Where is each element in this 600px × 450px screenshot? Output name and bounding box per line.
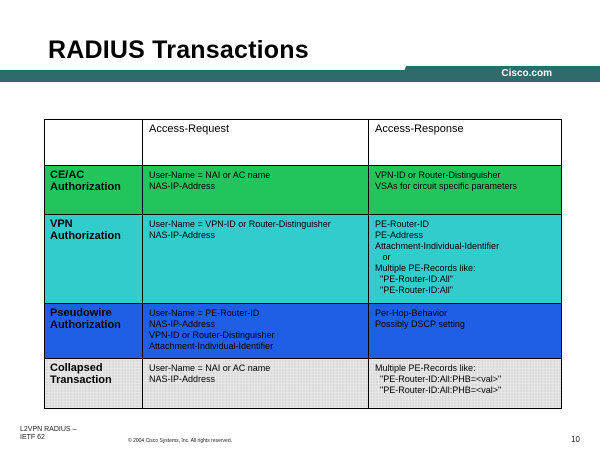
copyright-text: © 2004 Cisco Systems, Inc. All rights reserved.: [128, 438, 233, 444]
request-cell: User-Name = PE-Router-ID NAS-IP-Address VPN-ID or Router-Distinguisher Attachment-Individual-Identifier: [143, 304, 369, 359]
header-cell-response: [369, 120, 562, 166]
table-row: [45, 304, 562, 359]
row-label: Pseudowire Authorization: [45, 304, 143, 359]
header-request-label: Access-Request: [149, 123, 230, 135]
brand-label: Cisco.com: [501, 68, 552, 79]
row-label: VPN Authorization: [45, 215, 143, 304]
table-row: [45, 359, 562, 409]
transactions-table: [44, 119, 562, 409]
header-band-tab: [400, 66, 600, 82]
table-header-row: [45, 120, 562, 166]
table-row: [45, 215, 562, 304]
header-response-label: Access-Response: [375, 123, 464, 135]
response-cell: VPN-ID or Router-Distinguisher VSAs for circuit specific parameters: [369, 166, 562, 215]
row-label: Collapsed Transaction: [45, 359, 143, 409]
footer-line-2: IETF 62: [20, 434, 45, 441]
row-label: CE/AC Authorization: [45, 166, 143, 215]
request-cell: User-Name = NAI or AC name NAS-IP-Address: [143, 359, 369, 409]
response-cell: Multiple PE-Records like: "PE-Router-ID:All:PHB=<val>" "PE-Router-ID:All:PHB=<val>": [369, 359, 562, 409]
page-title: RADIUS Transactions: [48, 36, 309, 64]
footer-line-1: L2VPN RADIUS –: [20, 426, 77, 433]
response-cell: PE-Router-ID PE-Address Attachment-Individual-Identifier or Multiple PE-Records like: "PE-Router-ID:All" "PE-Router-ID:All": [369, 215, 562, 304]
request-cell: User-Name = NAI or AC name NAS-IP-Address: [143, 166, 369, 215]
page-number: 10: [571, 435, 580, 444]
response-cell: Per-Hop-Behavior Possibly DSCP setting: [369, 304, 562, 359]
request-cell: User-Name = VPN-ID or Router-Distinguisher NAS-IP-Address: [143, 215, 369, 304]
footer-left: [20, 426, 76, 442]
header-cell-empty: [45, 120, 143, 166]
header-cell-request: [143, 120, 369, 166]
table-row: [45, 166, 562, 215]
